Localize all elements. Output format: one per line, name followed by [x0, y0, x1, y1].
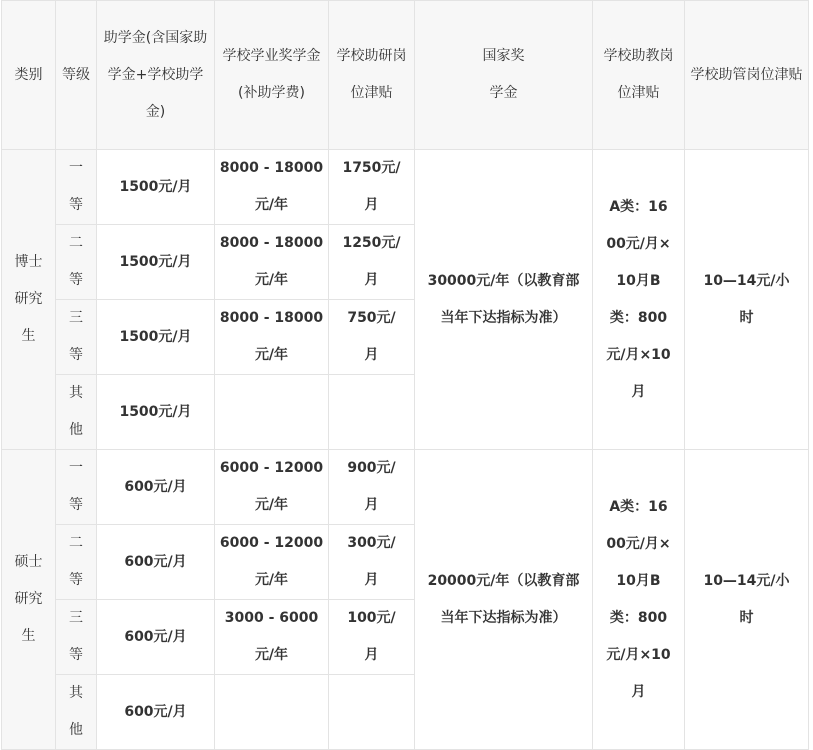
level-cell: 一等 [56, 150, 97, 225]
am-cell-master: 10—14元/小时 [685, 450, 809, 750]
academic-cell: 8000 - 18000元/年 [215, 300, 329, 375]
ta-cell-master: A类：1600元/月×10月B类：800元/月×10月 [593, 450, 685, 750]
header-national-scholarship: 国家奖学金 [415, 1, 593, 150]
ra-cell: 300元/月 [329, 525, 415, 600]
academic-cell: 6000 - 12000元/年 [215, 450, 329, 525]
group-master: 硕士研究生 [2, 450, 56, 750]
header-academic-scholarship: 学校学业奖学金(补助学费) [215, 1, 329, 150]
grant-cell: 1500元/月 [97, 300, 215, 375]
level-cell: 一等 [56, 450, 97, 525]
level-cell: 二等 [56, 525, 97, 600]
grant-cell: 600元/月 [97, 675, 215, 750]
table-row [2, 150, 809, 225]
grant-cell: 1500元/月 [97, 225, 215, 300]
table-row [2, 450, 809, 525]
level-cell: 二等 [56, 225, 97, 300]
header-grant: 助学金(含国家助学金+学校助学金) [97, 1, 215, 150]
level-cell: 其他 [56, 675, 97, 750]
grant-cell: 1500元/月 [97, 150, 215, 225]
level-cell: 三等 [56, 300, 97, 375]
ra-cell: 750元/月 [329, 300, 415, 375]
academic-cell: 8000 - 18000元/年 [215, 150, 329, 225]
level-cell: 其他 [56, 375, 97, 450]
ta-cell-doctor: A类：1600元/月×10月B类：800元/月×10月 [593, 150, 685, 450]
am-cell-doctor: 10—14元/小时 [685, 150, 809, 450]
ra-cell [329, 375, 415, 450]
header-row [2, 1, 809, 150]
academic-cell: 8000 - 18000元/年 [215, 225, 329, 300]
scholarship-table [1, 0, 809, 750]
level-cell: 三等 [56, 600, 97, 675]
national-cell-master: 20000元/年（以教育部当年下达指标为准） [415, 450, 593, 750]
grant-cell: 600元/月 [97, 450, 215, 525]
header-research-assistant: 学校助研岗位津贴 [329, 1, 415, 150]
header-teaching-assistant: 学校助教岗位津贴 [593, 1, 685, 150]
academic-cell: 3000 - 6000元/年 [215, 600, 329, 675]
header-category: 类别 [2, 1, 56, 150]
academic-cell [215, 375, 329, 450]
group-doctor: 博士研究生 [2, 150, 56, 450]
ra-cell [329, 675, 415, 750]
national-cell-doctor: 30000元/年（以教育部当年下达指标为准） [415, 150, 593, 450]
ra-cell: 1750元/月 [329, 150, 415, 225]
ra-cell: 100元/月 [329, 600, 415, 675]
ra-cell: 1250元/月 [329, 225, 415, 300]
grant-cell: 600元/月 [97, 525, 215, 600]
academic-cell: 6000 - 12000元/年 [215, 525, 329, 600]
header-level: 等级 [56, 1, 97, 150]
header-admin-assistant: 学校助管岗位津贴 [685, 1, 809, 150]
ra-cell: 900元/月 [329, 450, 415, 525]
academic-cell [215, 675, 329, 750]
grant-cell: 1500元/月 [97, 375, 215, 450]
grant-cell: 600元/月 [97, 600, 215, 675]
